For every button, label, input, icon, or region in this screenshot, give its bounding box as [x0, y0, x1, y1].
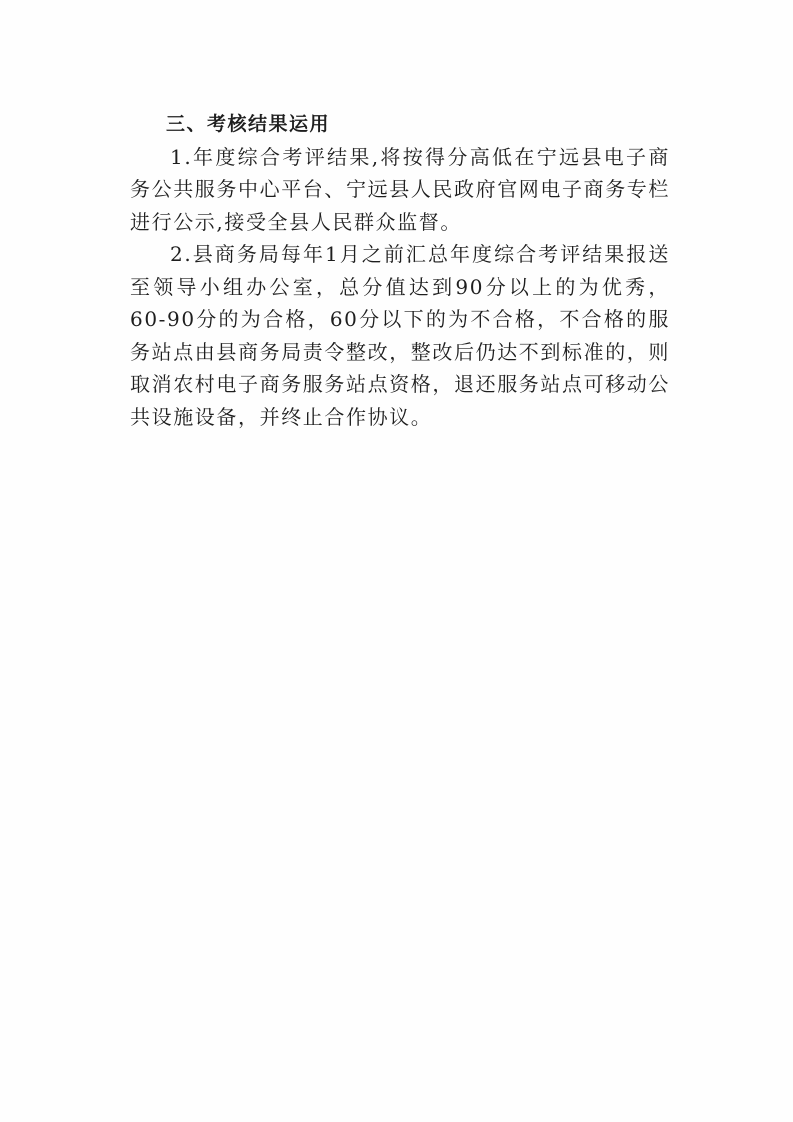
paragraph-2: 2.县商务局每年1月之前汇总年度综合考评结果报送至领导小组办公室，总分值达到90分以上的为优秀，60-90分的为合格，60分以下的为不合格，不合格的服务站点由县商务局责令整改，整改后仍达不到标准的，则取消农村电子商务服务站点资格，退还服务站点可移动公共设施设备，并终止合作协议。 — [130, 242, 670, 429]
document-body — [130, 108, 670, 433]
section-heading: 三、考核结果运用 — [166, 113, 331, 135]
paragraph-1: 1.年度综合考评结果,将按得分高低在宁远县电子商务公共服务中心平台、宁远县人民政府官网电子商务专栏进行公示,接受全县人民群众监督。 — [130, 144, 670, 234]
